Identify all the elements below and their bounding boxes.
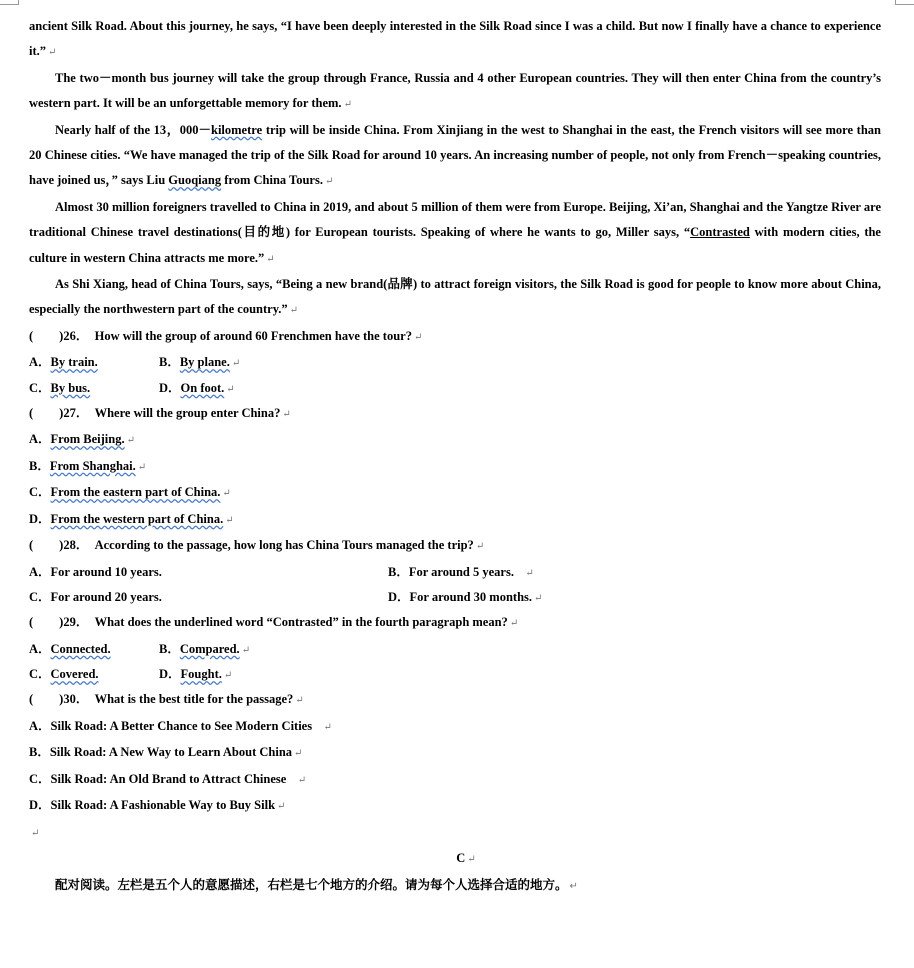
return-mark: ↵ <box>295 695 304 707</box>
option-row <box>29 585 881 610</box>
question-27: ( )27． Where will the group enter China? ↵ <box>29 406 291 421</box>
return-mark: ↵ <box>223 670 233 682</box>
return-mark: ↵ <box>126 435 135 447</box>
return-mark: ↵ <box>509 618 519 630</box>
option-c: C．By bus. <box>29 380 91 395</box>
spellcheck-word: Guoqiang <box>168 173 222 188</box>
option-row <box>29 350 881 375</box>
option-b: B．Silk Road: A New Way to Learn About China ↵ <box>29 745 303 760</box>
spellcheck-word: kilometre <box>211 122 263 137</box>
option-d: D．Fought. ↵ <box>159 667 233 682</box>
return-mark: ↵ <box>231 358 241 370</box>
return-mark: ↵ <box>294 748 303 760</box>
option-d: D．On foot. ↵ <box>159 380 235 395</box>
question-29: ( )29． What does the underlined word “Contrasted” in the fourth paragraph mean? ↵ <box>29 615 519 630</box>
option-a: A．Connected. <box>29 641 111 656</box>
return-mark: ↵ <box>266 253 275 265</box>
option-c: C．For around 20 years. <box>29 589 162 604</box>
return-mark: ↵ <box>222 488 231 500</box>
return-mark: ↵ <box>241 644 251 656</box>
option-c: C．Covered. <box>29 667 99 682</box>
passage-paragraph-3: Nearly half of the 13，000－kilometre trip will be inside China. From Xinjiang in the west to Shanghai in the east, the French visitors will see more than 20 Chinese cities. “We have managed the trip of the Silk Road for around 10 years. An increasing number of people, not only from French－speaking countries, have joined us，” says Liu Guoqiang from China Tours. ↵ <box>29 122 881 188</box>
section-heading: C ↵ <box>456 850 476 865</box>
return-mark: ↵ <box>343 99 352 111</box>
passage-paragraph-4: Almost 30 million foreigners travelled to China in 2019, and about 5 million of them were from Europe. Beijing, Xi’an, Shanghai and the Yangtze River are traditional Chinese travel destinations(目的地) for European tourists. Speaking of where he wants to go, Miller says, “Contrasted with modern cities, the culture in western China attracts me more.” ↵ <box>29 199 881 265</box>
option-row <box>29 637 881 662</box>
option-a: A．For around 10 years. <box>29 564 162 579</box>
question-28: ( )28． According to the passage, how long has China Tours managed the trip? ↵ <box>29 538 485 553</box>
question-30: ( )30． What is the best title for the passage? ↵ <box>29 692 304 707</box>
option-d: D．Silk Road: A Fashionable Way to Buy Silk ↵ <box>29 798 286 813</box>
document-page <box>29 14 881 900</box>
return-mark: ↵ <box>467 853 476 865</box>
passage-paragraph-1: ancient Silk Road. About this journey, he says, “I have been deeply interested in the Silk Road since I was a child. But now I finally have a chance to experience it.” ↵ <box>29 19 881 59</box>
option-b: B．For around 5 years. ↵ <box>388 564 534 579</box>
option-b: B．Compared. ↵ <box>159 641 251 656</box>
option-b: B．From Shanghai. ↵ <box>29 458 147 473</box>
return-mark: ↵ <box>289 305 299 317</box>
option-a: A．By train. <box>29 355 98 370</box>
return-mark: ↵ <box>475 541 485 553</box>
return-mark: ↵ <box>569 881 578 893</box>
option-row <box>29 662 881 687</box>
question-26: ( )26． How will the group of around 60 Frenchmen have the tour? ↵ <box>29 328 423 343</box>
return-mark: ↵ <box>297 774 307 786</box>
return-mark: ↵ <box>323 721 332 733</box>
return-mark: ↵ <box>413 331 423 343</box>
return-mark: ↵ <box>137 461 147 473</box>
return-mark: ↵ <box>534 592 543 604</box>
option-a: A．Silk Road: A Better Chance to See Modern Cities ↵ <box>29 718 332 733</box>
page-corner-mark-left <box>0 0 19 5</box>
passage-paragraph-2: The two－month bus journey will take the group through France, Russia and 4 other European countries. They will then enter China from the country’s western part. It will be an unforgettable memory for them. ↵ <box>29 70 881 111</box>
option-d: D．From the western part of China. ↵ <box>29 511 234 526</box>
return-mark: ↵ <box>525 567 534 579</box>
return-mark: ↵ <box>282 409 291 421</box>
page-corner-mark-right <box>895 0 914 5</box>
option-c: C．From the eastern part of China. ↵ <box>29 485 231 500</box>
return-mark: ↵ <box>226 383 235 395</box>
return-mark: ↵ <box>31 827 40 839</box>
option-row <box>29 560 881 585</box>
return-mark: ↵ <box>225 514 234 526</box>
empty-paragraph <box>29 820 881 846</box>
option-b: B．By plane. ↵ <box>159 355 241 370</box>
underlined-word-contrasted: Contrasted <box>690 225 750 240</box>
option-row <box>29 376 881 401</box>
option-a: A．From Beijing. ↵ <box>29 432 135 447</box>
passage-paragraph-5: As Shi Xiang, head of China Tours, says, “Being a new brand(品牌) to attract foreign visitors, the Silk Road is good for people to know more about China, especially the northwestern part of the country.” ↵ <box>29 277 881 317</box>
return-mark: ↵ <box>48 47 57 59</box>
option-d: D．For around 30 months. ↵ <box>388 589 543 604</box>
option-c: C．Silk Road: An Old Brand to Attract Chinese ↵ <box>29 771 307 786</box>
return-mark: ↵ <box>277 801 286 813</box>
section-instruction: 配对阅读。左栏是五个人的意愿描述，右栏是七个地方的介绍。请为每个人选择合适的地方。 ↵ <box>55 877 578 893</box>
return-mark: ↵ <box>324 176 334 188</box>
